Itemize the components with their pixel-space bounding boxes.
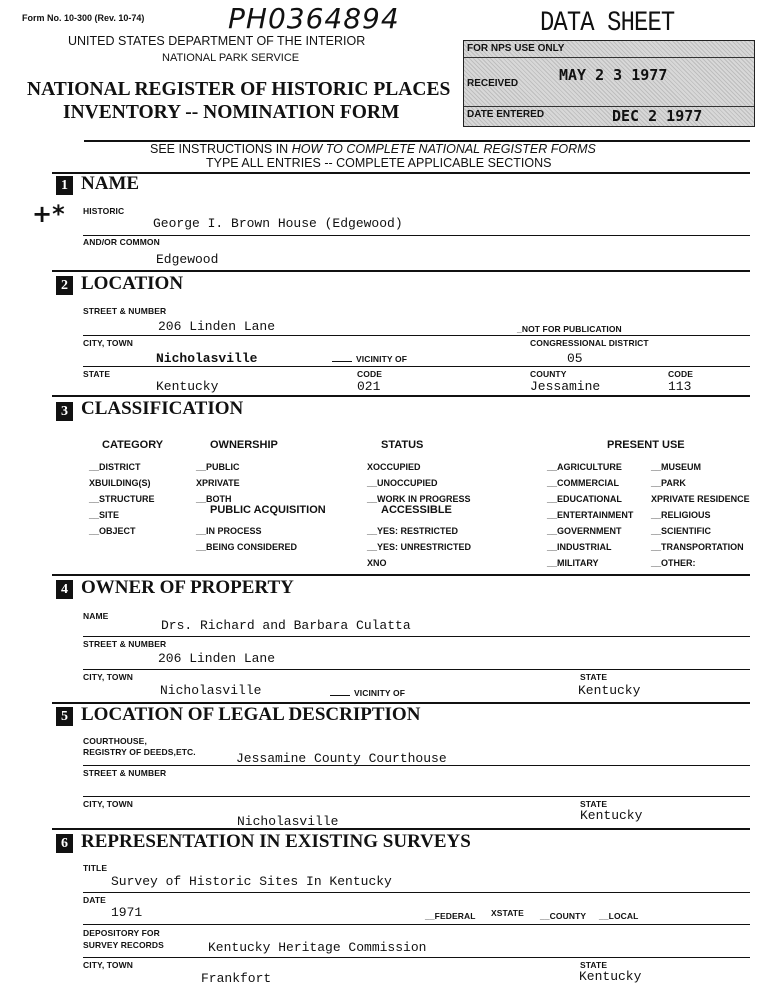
present-use-item: __ENTERTAINMENT (547, 510, 634, 520)
survey-state-label: STATE (580, 960, 608, 970)
location-state-value: Kentucky (156, 379, 219, 394)
service-name: NATIONAL PARK SERVICE (162, 52, 300, 64)
owner-vicinity-label (330, 688, 405, 698)
survey-city-value: Frankfort (201, 971, 272, 986)
section4-title: OWNER OF PROPERTY (81, 577, 294, 598)
present-use-item: __OTHER: (651, 558, 696, 568)
section1-number: 1 (56, 176, 73, 195)
present-use-item: __RELIGIOUS (651, 510, 711, 520)
category-item: __DISTRICT (89, 462, 141, 472)
form-title-line2: INVENTORY -- NOMINATION FORM (63, 102, 400, 123)
present-use-list-a (547, 459, 633, 571)
present-use-list-b (651, 459, 750, 571)
legal-street-line (83, 796, 750, 797)
section2-number: 2 (56, 276, 73, 295)
present-use-item: __MILITARY (547, 558, 599, 568)
location-city-value: Nicholasville (156, 351, 258, 366)
depository-line (83, 957, 750, 958)
survey-date-value: 1971 (111, 905, 143, 920)
owner-street-label: STREET & NUMBER (83, 639, 167, 649)
accessible-header: ACCESSIBLE (381, 504, 452, 516)
accessible-item: __YES: RESTRICTED (367, 526, 459, 536)
category-item: __OBJECT (89, 526, 136, 536)
survey-title-line (83, 892, 750, 893)
congressional-district-label: CONGRESSIONAL DISTRICT (530, 338, 649, 348)
owner-vicinity-text: VICINITY OF (354, 688, 406, 698)
status-item: __WORK IN PROGRESS (367, 494, 471, 504)
section3-title: CLASSIFICATION (81, 398, 244, 419)
courthouse-label-line2: REGISTRY OF DEEDS,ETC. (83, 747, 196, 757)
section1-title: NAME (81, 173, 140, 194)
owner-city-label: CITY, TOWN (83, 672, 133, 682)
historic-line (83, 235, 750, 236)
form-number: Form No. 10-300 (Rev. 10-74) (22, 13, 145, 23)
location-code2-label: CODE (668, 369, 693, 379)
location-code-label: CODE (357, 369, 382, 379)
status-item: __UNOCCUPIED (367, 478, 438, 488)
date-entered-value: DEC 2 1977 (612, 107, 703, 125)
handwritten-reference-number: PH0364894 (228, 2, 400, 35)
owner-name-line (83, 636, 750, 637)
survey-date-line (83, 924, 750, 925)
section6-title: REPRESENTATION IN EXISTING SURVEYS (81, 831, 471, 852)
ownership-item: __PUBLIC (196, 462, 240, 472)
accessible-list (367, 523, 471, 571)
category-item: XBUILDING(S) (89, 478, 151, 488)
survey-local: __LOCAL (599, 911, 639, 921)
ownership-header: OWNERSHIP (210, 439, 278, 451)
location-code2-value: 113 (668, 379, 692, 394)
survey-federal: __FEDERAL (425, 911, 476, 921)
present-use-item: __COMMERCIAL (547, 478, 620, 488)
nps-use-only-box (463, 40, 755, 127)
section5-number: 5 (56, 707, 73, 726)
status-list (367, 459, 471, 507)
category-list (89, 459, 155, 539)
section2-title: LOCATION (81, 273, 184, 294)
section3-divider (52, 395, 750, 397)
present-use-item: __PARK (651, 478, 686, 488)
section3-number: 3 (56, 402, 73, 421)
public-acquisition-header: PUBLIC ACQUISITION (210, 504, 326, 516)
historic-label: HISTORIC (83, 206, 125, 216)
legal-state-value: Kentucky (580, 808, 643, 823)
owner-name-label: NAME (83, 611, 109, 621)
accessible-item: XNO (367, 558, 387, 568)
historic-name-value: George I. Brown House (Edgewood) (153, 216, 403, 231)
ownership-item: __BOTH (196, 494, 232, 504)
owner-state-label: STATE (580, 672, 608, 682)
present-use-item: __AGRICULTURE (547, 462, 622, 472)
nps-use-only-label: FOR NPS USE ONLY (467, 43, 565, 54)
location-county-value: Jessamine (530, 379, 601, 394)
section6-divider (52, 828, 750, 830)
survey-title-value: Survey of Historic Sites In Kentucky (111, 874, 392, 889)
location-street-label: STREET & NUMBER (83, 306, 167, 316)
survey-state-value: Kentucky (579, 969, 642, 984)
not-for-publication: _NOT FOR PUBLICATION (517, 324, 622, 334)
owner-city-value: Nicholasville (160, 683, 262, 698)
present-use-item: __INDUSTRIAL (547, 542, 612, 552)
section4-divider (52, 574, 750, 576)
instructions-link: HOW TO COMPLETE NATIONAL REGISTER FORMS (291, 142, 596, 156)
location-street-value: 206 Linden Lane (158, 319, 276, 334)
owner-state-value: Kentucky (578, 683, 641, 698)
received-label: RECEIVED (467, 78, 519, 89)
instructions-line2: TYPE ALL ENTRIES -- COMPLETE APPLICABLE SECTIONS (206, 156, 552, 170)
form-title-line1: NATIONAL REGISTER OF HISTORIC PLACES (27, 79, 451, 100)
present-use-item: __TRANSPORTATION (651, 542, 744, 552)
data-sheet-stamp: DATA SHEET (540, 8, 675, 39)
instructions-line1 (150, 142, 596, 156)
department-name: UNITED STATES DEPARTMENT OF THE INTERIOR (68, 34, 366, 48)
survey-county: __COUNTY (540, 911, 587, 921)
congressional-district-value: 05 (567, 351, 583, 366)
depository-label-line2: SURVEY RECORDS (83, 940, 164, 950)
category-item: __SITE (89, 510, 120, 520)
common-name-label: AND/OR COMMON (83, 237, 160, 247)
location-vicinity-text: VICINITY OF (356, 354, 408, 364)
received-date: MAY 2 3 1977 (559, 66, 668, 84)
common-name-value: Edgewood (156, 252, 219, 267)
accessible-item: __YES: UNRESTRICTED (367, 542, 472, 552)
category-item: __STRUCTURE (89, 494, 155, 504)
depository-value: Kentucky Heritage Commission (208, 940, 427, 955)
legal-street-label: STREET & NUMBER (83, 768, 167, 778)
present-use-item: __SCIENTIFIC (651, 526, 712, 536)
owner-street-line (83, 669, 750, 670)
courthouse-label-line1: COURTHOUSE, (83, 736, 147, 746)
owner-name-value: Drs. Richard and Barbara Culatta (161, 618, 411, 633)
ownership-list (196, 459, 240, 507)
ownership-item: XPRIVATE (196, 478, 240, 488)
section5-title: LOCATION OF LEGAL DESCRIPTION (81, 704, 421, 725)
present-use-item: __EDUCATIONAL (547, 494, 622, 504)
section1-divider (52, 172, 750, 174)
status-item: XOCCUPIED (367, 462, 421, 472)
survey-title-label: TITLE (83, 863, 108, 873)
courthouse-value: Jessamine County Courthouse (236, 751, 447, 766)
margin-mark: +* (32, 200, 65, 228)
location-code-value: 021 (357, 379, 381, 394)
legal-state-label: STATE (580, 799, 608, 809)
location-street-line (83, 335, 750, 336)
instructions-prefix: SEE INSTRUCTIONS IN (150, 142, 292, 156)
status-header: STATUS (381, 439, 424, 451)
present-use-item: XPRIVATE RESIDENCE (651, 494, 750, 504)
acquisition-item: __IN PROCESS (196, 526, 262, 536)
acquisition-list (196, 523, 297, 555)
legal-city-value: Nicholasville (237, 814, 339, 829)
courthouse-line (83, 765, 750, 766)
category-header: CATEGORY (102, 439, 164, 451)
section2-divider (52, 270, 750, 272)
legal-city-label: CITY, TOWN (83, 799, 133, 809)
location-county-label: COUNTY (530, 369, 567, 379)
survey-date-label: DATE (83, 895, 106, 905)
survey-state: XSTATE (491, 908, 524, 918)
present-use-header: PRESENT USE (607, 439, 685, 451)
survey-city-label: CITY, TOWN (83, 960, 133, 970)
date-entered-label: DATE ENTERED (467, 109, 545, 120)
location-vicinity-label (332, 354, 407, 364)
acquisition-item: __BEING CONSIDERED (196, 542, 298, 552)
section4-number: 4 (56, 580, 73, 599)
section6-number: 6 (56, 834, 73, 853)
location-state-label: STATE (83, 369, 111, 379)
present-use-item: __GOVERNMENT (547, 526, 622, 536)
depository-label-line1: DEPOSITORY FOR (83, 928, 160, 938)
owner-street-value: 206 Linden Lane (158, 651, 276, 666)
present-use-item: __MUSEUM (651, 462, 702, 472)
location-city-label: CITY, TOWN (83, 338, 133, 348)
location-city-line (83, 366, 750, 367)
